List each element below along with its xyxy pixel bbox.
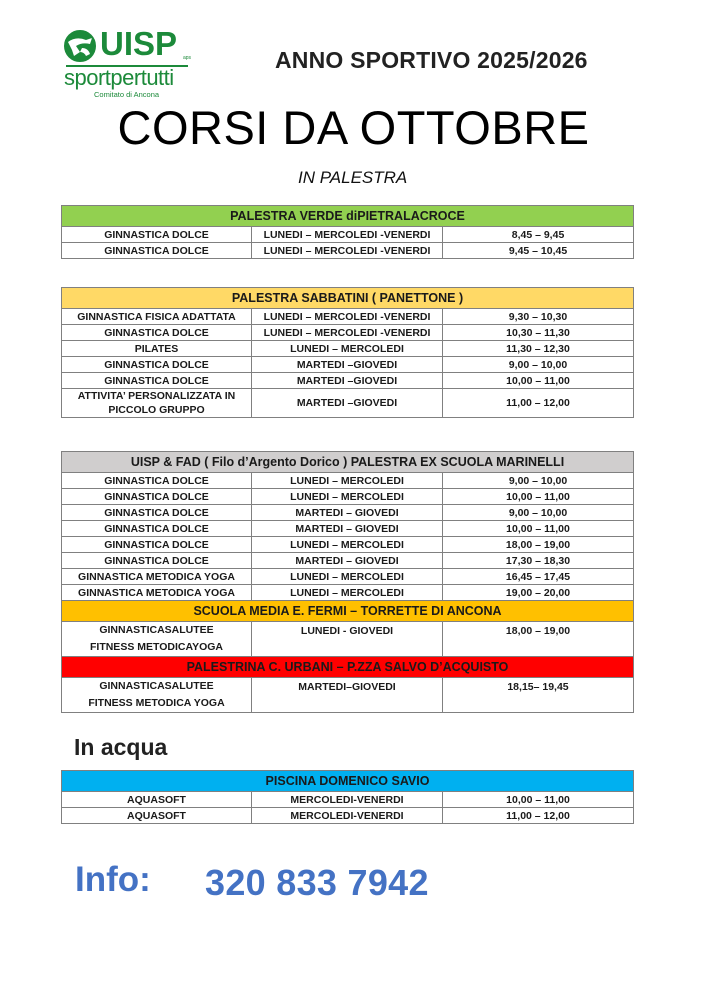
- info-phone-number[interactable]: 320 833 7942: [205, 862, 429, 903]
- course-cell: GINNASTICA DOLCE: [62, 373, 252, 389]
- table-row: [62, 569, 634, 585]
- days-cell: LUNEDI – MERCOLEDI -VENERDI: [252, 243, 443, 259]
- venue-header-urbani: PALESTRINA C. URBANI – P.ZZA SALVO D’ACQUISTO: [62, 657, 634, 678]
- time-cell: 10,00 – 11,00: [443, 521, 634, 537]
- time-cell: 10,30 – 11,30: [443, 325, 634, 341]
- course-cell: GINNASTICA DOLCE: [62, 489, 252, 505]
- days-cell: MERCOLEDI-VENERDI: [252, 792, 443, 808]
- course-cell: AQUASOFT: [62, 808, 252, 824]
- course-line-1: GINNASTICASALUTEE: [99, 680, 214, 692]
- course-cell: GINNASTICA DOLCE: [62, 521, 252, 537]
- time-cell: 9,30 – 10,30: [443, 309, 634, 325]
- days-cell: LUNEDI – MERCOLEDI: [252, 569, 443, 585]
- time-cell: 9,00 – 10,00: [443, 505, 634, 521]
- table-row: [62, 489, 634, 505]
- table-row: [62, 357, 634, 373]
- info-label: Info:: [75, 860, 151, 899]
- time-cell: 16,45 – 17,45: [443, 569, 634, 585]
- time-cell: 8,45 – 9,45: [443, 227, 634, 243]
- course-line-1: ATTIVITA’ PERSONALIZZATA IN: [77, 390, 236, 402]
- time-cell: 9,00 – 10,00: [443, 357, 634, 373]
- course-cell: GINNASTICA DOLCE: [62, 553, 252, 569]
- schedule-table-palestra-sabbatini: [61, 287, 634, 418]
- days-cell: MERCOLEDI-VENERDI: [252, 808, 443, 824]
- table-row: [62, 341, 634, 357]
- course-cell: GINNASTICA DOLCE: [62, 357, 252, 373]
- time-cell: 17,30 – 18,30: [443, 553, 634, 569]
- days-cell: LUNEDI – MERCOLEDI: [252, 473, 443, 489]
- schedule-table-piscina: [61, 770, 634, 824]
- time-cell: 18,00 – 19,00: [443, 622, 634, 657]
- course-cell: GINNASTICA DOLCE: [62, 227, 252, 243]
- course-cell: GINNASTICA DOLCE: [62, 243, 252, 259]
- time-cell: 18,00 – 19,00: [443, 537, 634, 553]
- days-cell: MARTEDI – GIOVEDI: [252, 505, 443, 521]
- table-row: [62, 678, 634, 713]
- time-cell: 10,00 – 11,00: [443, 489, 634, 505]
- uisp-runner-emblem-icon: [62, 30, 98, 62]
- course-cell: [62, 389, 252, 418]
- days-cell: LUNEDI – MERCOLEDI: [252, 585, 443, 601]
- venue-header: PISCINA DOMENICO SAVIO: [62, 771, 634, 792]
- uisp-logo: [62, 25, 197, 103]
- time-cell: 11,00 – 12,00: [443, 389, 634, 418]
- logo-committee: Comitato di Ancona: [94, 90, 160, 99]
- course-line-2: PICCOLO GRUPPO: [108, 404, 205, 416]
- table-row: [62, 521, 634, 537]
- table-row: [62, 227, 634, 243]
- days-cell: LUNEDI – MERCOLEDI: [252, 537, 443, 553]
- course-cell: AQUASOFT: [62, 792, 252, 808]
- course-cell: [62, 678, 252, 713]
- time-cell: 19,00 – 20,00: [443, 585, 634, 601]
- course-cell: GINNASTICA DOLCE: [62, 537, 252, 553]
- time-cell: 10,00 – 11,00: [443, 373, 634, 389]
- course-cell: GINNASTICA DOLCE: [62, 325, 252, 341]
- course-line-2: FITNESS METODICAYOGA: [89, 641, 224, 653]
- venue-header-fermi: SCUOLA MEDIA E. FERMI – TORRETTE DI ANCONA: [62, 601, 634, 622]
- season-heading: ANNO SPORTIVO 2025/2026: [275, 47, 588, 73]
- course-cell: GINNASTICA METODICA YOGA: [62, 585, 252, 601]
- water-section-heading: In acqua: [74, 734, 168, 760]
- logo-tagline: sportpertutti: [64, 65, 174, 90]
- time-cell: 11,00 – 12,00: [443, 808, 634, 824]
- table-row: [62, 808, 634, 824]
- page-subtitle: IN PALESTRA: [298, 168, 408, 187]
- days-cell: MARTEDI–GIOVEDI: [252, 678, 443, 713]
- course-cell: GINNASTICA FISICA ADATTATA: [62, 309, 252, 325]
- table-row: [62, 473, 634, 489]
- time-cell: 10,00 – 11,00: [443, 792, 634, 808]
- days-cell: LUNEDI – MERCOLEDI: [252, 341, 443, 357]
- page-title: CORSI DA OTTOBRE: [117, 101, 590, 154]
- days-cell: MARTEDI –GIOVEDI: [252, 373, 443, 389]
- logo-aps: aps: [183, 55, 192, 61]
- course-cell: PILATES: [62, 341, 252, 357]
- table-row: [62, 537, 634, 553]
- schedule-table-marinelli: [61, 451, 634, 713]
- time-cell: 9,45 – 10,45: [443, 243, 634, 259]
- course-cell: [62, 622, 252, 657]
- days-cell: MARTEDI –GIOVEDI: [252, 389, 443, 418]
- course-cell: GINNASTICA DOLCE: [62, 473, 252, 489]
- time-cell: 11,30 – 12,30: [443, 341, 634, 357]
- venue-header: PALESTRA VERDE diPIETRALACROCE: [62, 206, 634, 227]
- course-line-2: FITNESS METODICA YOGA: [88, 697, 225, 709]
- days-cell: LUNEDI – MERCOLEDI -VENERDI: [252, 227, 443, 243]
- table-row: [62, 373, 634, 389]
- logo-brand: UISP: [100, 25, 178, 62]
- course-line-1: GINNASTICASALUTEE: [99, 624, 214, 636]
- table-row: [62, 309, 634, 325]
- venue-header: PALESTRA SABBATINI ( PANETTONE ): [62, 288, 634, 309]
- table-row: [62, 792, 634, 808]
- table-row: [62, 389, 634, 418]
- table-row: [62, 243, 634, 259]
- venue-header: UISP & FAD ( Filo d’Argento Dorico ) PALESTRA EX SCUOLA MARINELLI: [62, 452, 634, 473]
- days-cell: LUNEDI – MERCOLEDI -VENERDI: [252, 309, 443, 325]
- schedule-table-palestra-verde: [61, 205, 634, 259]
- course-cell: GINNASTICA DOLCE: [62, 505, 252, 521]
- time-cell: 9,00 – 10,00: [443, 473, 634, 489]
- days-cell: MARTEDI – GIOVEDI: [252, 521, 443, 537]
- days-cell: MARTEDI –GIOVEDI: [252, 357, 443, 373]
- time-cell: 18,15– 19,45: [443, 678, 634, 713]
- days-cell: LUNEDI – MERCOLEDI: [252, 489, 443, 505]
- table-row: [62, 585, 634, 601]
- course-cell: GINNASTICA METODICA YOGA: [62, 569, 252, 585]
- days-cell: LUNEDI – MERCOLEDI -VENERDI: [252, 325, 443, 341]
- table-row: [62, 325, 634, 341]
- table-row: [62, 505, 634, 521]
- table-row: [62, 622, 634, 657]
- days-cell: MARTEDI – GIOVEDI: [252, 553, 443, 569]
- days-cell: LUNEDI - GIOVEDI: [252, 622, 443, 657]
- table-row: [62, 553, 634, 569]
